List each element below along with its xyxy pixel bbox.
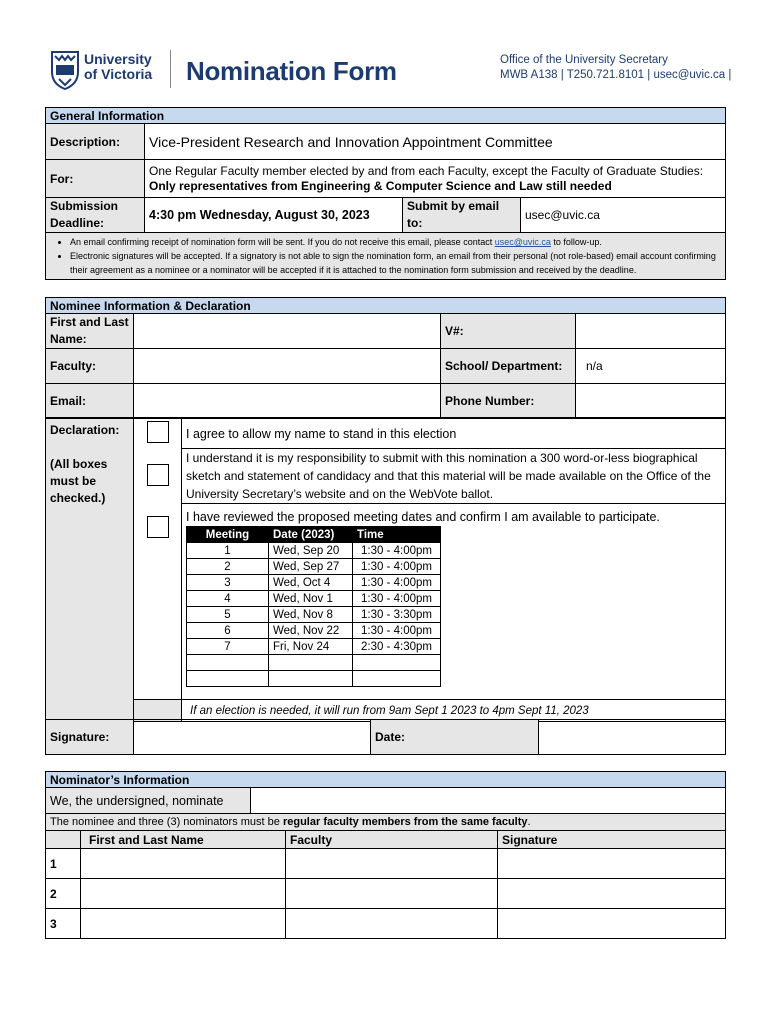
meeting-number: 5 — [187, 607, 269, 623]
meeting-date: Wed, Sep 27 — [269, 559, 353, 575]
nominator-faculty-field[interactable] — [286, 849, 498, 879]
submit-email-label: Submit by email to: — [403, 198, 521, 233]
election-note: If an election is needed, it will run from 9am Sept 1 2023 to 4pm Sept 11, 2023 — [182, 700, 726, 722]
faculty-col-header: Faculty — [286, 831, 498, 849]
declaration-1: I agree to allow my name to stand in this election — [182, 419, 726, 449]
meeting-number: 1 — [187, 543, 269, 559]
signature-label: Signature: — [46, 720, 134, 755]
meeting-date: Wed, Nov 1 — [269, 591, 353, 607]
nominator-name-field[interactable] — [81, 909, 286, 939]
nominator-name-field[interactable] — [81, 879, 286, 909]
for-value: One Regular Faculty member elected by and from each Faculty, except the Faculty of Graduate Studies: Only representatives from Engineering & Computer Science and Law still needed — [145, 160, 726, 198]
nominee-name-input[interactable] — [251, 788, 726, 814]
description-value: Vice-President Research and Innovation Appointment Committee — [145, 124, 726, 160]
meeting-header-row — [187, 527, 441, 543]
meeting-date: Wed, Nov 8 — [269, 607, 353, 623]
signature-field[interactable] — [134, 720, 371, 755]
office-name: Office of the University Secretary — [500, 54, 668, 66]
meeting-time: 1:30 - 4:00pm — [353, 575, 441, 591]
submit-email-value: usec@uvic.ca — [521, 198, 726, 233]
v-number-field[interactable] — [576, 314, 726, 349]
nominator-name-field[interactable] — [81, 849, 286, 879]
meeting-number: 3 — [187, 575, 269, 591]
email-label: Email: — [46, 384, 134, 418]
nominator-faculty-field[interactable] — [286, 909, 498, 939]
nominator-row-number: 1 — [46, 849, 81, 879]
university-crest-logo — [50, 50, 80, 90]
note-confirmation: • An email confirming receipt of nomination form will be sent. If you do not receive this email, please contact usec@uvic.ca to follow-up. — [70, 235, 721, 249]
name-col-header: First and Last Name — [81, 831, 286, 849]
meeting-row — [187, 543, 441, 559]
declaration-3: I have reviewed the proposed meeting dates and confirm I am available to participate. — [186, 510, 660, 524]
meeting-row — [187, 591, 441, 607]
meeting-number: 7 — [187, 639, 269, 655]
nominator-row-number: 3 — [46, 909, 81, 939]
school-label: School/ Department: — [441, 349, 576, 384]
meeting-date: Wed, Nov 22 — [269, 623, 353, 639]
declaration-label-cell — [46, 419, 134, 722]
meeting-row — [187, 607, 441, 623]
meeting-number: 4 — [187, 591, 269, 607]
checkbox-cell-3 — [134, 504, 182, 700]
nominator-signature-field[interactable] — [498, 849, 726, 879]
nominee-table — [45, 297, 726, 418]
meeting-time: 1:30 - 4:00pm — [353, 623, 441, 639]
nominator-signature-field[interactable] — [498, 879, 726, 909]
nominee-heading: Nominee Information & Declaration — [46, 298, 726, 314]
meeting-date: Wed, Oct 4 — [269, 575, 353, 591]
availability-checkbox[interactable] — [147, 516, 169, 538]
deadline-value: 4:30 pm Wednesday, August 30, 2023 — [145, 198, 403, 233]
meeting-blank-cell — [187, 671, 269, 687]
nominator-faculty-field[interactable] — [286, 879, 498, 909]
date-col-header: Date (2023) — [269, 527, 353, 543]
university-wordmark: University of Victoria — [84, 51, 153, 82]
nominee-name-label: First and Last Name: — [46, 314, 134, 349]
all-boxes-label: (All boxes must be checked.) — [50, 457, 108, 505]
meeting-row — [187, 575, 441, 591]
meeting-number: 2 — [187, 559, 269, 575]
nominator-heading: Nominator’s Information — [46, 772, 726, 788]
meeting-date: Wed, Sep 20 — [269, 543, 353, 559]
signature-table — [45, 719, 726, 755]
meeting-schedule-table — [186, 526, 441, 687]
v-number-label: V#: — [441, 314, 576, 349]
meeting-blank-cell — [187, 655, 269, 671]
meeting-row — [187, 623, 441, 639]
meeting-time: 2:30 - 4:30pm — [353, 639, 441, 655]
responsibility-checkbox[interactable] — [147, 464, 169, 486]
nominator-table — [45, 771, 726, 939]
school-value[interactable]: n/a — [576, 349, 726, 384]
description-label: Description: — [46, 124, 145, 160]
meeting-blank-cell — [269, 655, 353, 671]
meeting-time: 1:30 - 4:00pm — [353, 559, 441, 575]
page-title: Nomination Form — [186, 56, 397, 86]
time-col-header: Time — [353, 527, 441, 543]
deadline-label: Submission Deadline: — [46, 198, 145, 233]
date-field[interactable] — [539, 720, 726, 755]
office-info — [500, 53, 731, 83]
faculty-label: Faculty: — [46, 349, 134, 384]
signature-col-header: Signature — [498, 831, 726, 849]
faculty-field[interactable] — [134, 349, 441, 384]
meeting-blank-cell — [269, 671, 353, 687]
meeting-blank-cell — [353, 655, 441, 671]
meeting-blank-row — [187, 671, 441, 687]
declaration-table — [45, 418, 726, 722]
general-notes — [46, 233, 726, 280]
email-link[interactable]: usec@uvic.ca — [494, 237, 551, 247]
note-electronic-signatures: • Electronic signatures will be accepted. If a signatory is not able to sign the nomination form, an email from their personal (not role-based) email account confirming their agreement as a nominee or a nominator will be accepted if it is attached to the nomination form submission and received by the deadline. — [70, 249, 721, 277]
title-divider — [170, 50, 171, 88]
meeting-time: 1:30 - 4:00pm — [353, 543, 441, 559]
meeting-time: 1:30 - 4:00pm — [353, 591, 441, 607]
meeting-number: 6 — [187, 623, 269, 639]
for-label: For: — [46, 160, 145, 198]
undersigned-label: We, the undersigned, nominate — [46, 788, 251, 814]
date-label: Date: — [371, 720, 539, 755]
office-contact: MWB A138 | T250.721.8101 | usec@uvic.ca | — [500, 69, 732, 81]
declaration-2: I understand it is my responsibility to submit with this nomination a 300 word-or-less biographical sketch and statement of candidacy and that this material will be made available on the Office of the University Secretary’s website and on the WebVote ballot. — [182, 449, 726, 504]
meeting-row — [187, 559, 441, 575]
meeting-date: Fri, Nov 24 — [269, 639, 353, 655]
nominee-name-field[interactable] — [134, 314, 441, 349]
meeting-blank-row — [187, 655, 441, 671]
meeting-row — [187, 639, 441, 655]
meeting-col-header: Meeting — [187, 527, 269, 543]
agree-checkbox[interactable] — [147, 421, 169, 443]
checkbox-cell-1 — [134, 419, 182, 449]
general-information-heading: General Information — [46, 108, 726, 124]
row-number-header — [46, 831, 81, 849]
meeting-time: 1:30 - 3:30pm — [353, 607, 441, 623]
general-information-table — [45, 107, 726, 280]
declaration-label: Declaration: — [50, 423, 120, 437]
checkbox-cell-2 — [134, 449, 182, 504]
phone-field[interactable] — [576, 384, 726, 418]
nominator-rule: The nominee and three (3) nominators must be regular faculty members from the same faculty. — [46, 814, 726, 831]
email-field[interactable] — [134, 384, 441, 418]
declaration-3-cell — [182, 504, 726, 700]
nominator-row-number: 2 — [46, 879, 81, 909]
meeting-blank-cell — [353, 671, 441, 687]
nominator-signature-field[interactable] — [498, 909, 726, 939]
phone-label: Phone Number: — [441, 384, 576, 418]
